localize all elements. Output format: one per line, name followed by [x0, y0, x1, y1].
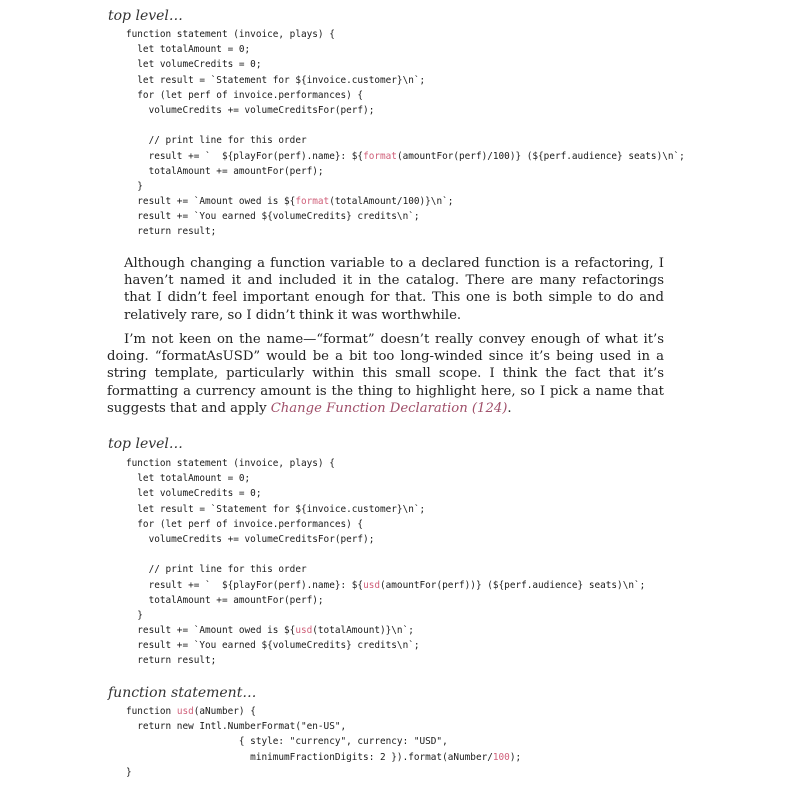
code-token: let volumeCredits = 0; — [126, 59, 262, 71]
code-line — [126, 118, 685, 133]
code-line — [126, 194, 685, 209]
code-token: result += `You earned ${volumeCredits} credits\n`; — [126, 640, 420, 652]
code-block — [126, 27, 685, 240]
code-token: let totalAmount = 0; — [126, 473, 251, 485]
code-context-label: top level… — [108, 8, 183, 24]
code-token: return new Intl.NumberFormat("en-US", — [126, 721, 347, 733]
code-token: (totalAmount/100)}\n`; — [329, 196, 454, 208]
code-line — [126, 734, 521, 749]
code-line — [126, 133, 685, 148]
code-line — [126, 765, 521, 780]
code-token: (totalAmount)}\n`; — [312, 625, 414, 637]
code-line — [126, 471, 645, 486]
code-line — [126, 704, 521, 719]
code-line — [126, 456, 645, 471]
code-line — [126, 578, 645, 593]
code-line — [126, 42, 685, 57]
highlighted-code-token: usd — [176, 706, 194, 717]
code-line — [126, 750, 521, 765]
body-paragraph — [107, 331, 664, 417]
highlighted-code-token: format — [363, 150, 397, 162]
code-token: ); — [509, 751, 522, 763]
code-block — [126, 456, 645, 669]
code-line — [126, 88, 685, 103]
code-line — [126, 179, 685, 194]
code-line — [126, 149, 685, 164]
cross-reference-link[interactable]: Change Function Declaration (124) — [270, 400, 508, 416]
code-token: function — [126, 706, 177, 717]
code-context-label: function statement… — [108, 685, 257, 701]
code-token: function statement (invoice, plays) { — [126, 458, 335, 469]
code-token: (aNumber) { — [193, 706, 256, 717]
code-token: // print line for this order — [126, 564, 307, 576]
code-line — [126, 224, 685, 239]
paragraph-text: I’m not keen on the name—“format” doesn’t really convey enough of what it’s doing. “formatAsUSD” would be a bit too long-winded since it’s being used in a string template, particularly within this small scope. I think the fact that it’s formatting a currency amount is the thing to highlight here, so I pick a name that suggests that and apply — [107, 332, 664, 416]
highlighted-code-token: format — [295, 196, 330, 208]
highlighted-code-token: usd — [295, 625, 313, 637]
code-line — [126, 209, 685, 224]
code-block — [126, 704, 521, 780]
code-token: let volumeCredits = 0; — [126, 488, 262, 500]
highlighted-code-token: 100 — [492, 751, 510, 763]
code-line — [126, 719, 521, 734]
code-token: volumeCredits += volumeCreditsFor(perf); — [126, 533, 375, 545]
code-line — [126, 593, 645, 608]
code-line — [126, 562, 645, 577]
code-token: let result = `Statement for ${invoice.customer}\n`; — [126, 503, 426, 515]
code-line — [126, 502, 645, 517]
code-line — [126, 517, 645, 532]
code-line — [126, 547, 645, 562]
code-token: totalAmount += amountFor(perf); — [126, 594, 324, 606]
code-token: // print line for this order — [126, 135, 307, 147]
code-token: for (let perf of invoice.performances) { — [126, 89, 364, 101]
code-token: } — [126, 766, 132, 778]
code-line — [126, 486, 645, 501]
paragraph-text: Although changing a function variable to a declared function is a refactoring, I haven’t named it and included it in the catalog. There are many refactorings that I didn’t feel important enough for that. This one is both simple to do and relatively rare, so I didn’t think it was worthwhile. — [124, 256, 664, 323]
code-line — [126, 653, 645, 668]
code-token: minimumFractionDigits: 2 }).format(aNumber/ — [126, 751, 493, 763]
code-token: let totalAmount = 0; — [126, 44, 251, 56]
code-line — [126, 73, 685, 88]
paragraph-end: . — [507, 400, 512, 416]
code-token: (amountFor(perf)/100)} (${perf.audience} seats)\n`; — [396, 150, 685, 162]
code-line — [126, 608, 645, 623]
code-token: (amountFor(perf))} (${perf.audience} seats)\n`; — [380, 579, 646, 591]
code-line — [126, 103, 685, 118]
code-token: } — [126, 180, 143, 192]
code-line — [126, 532, 645, 547]
code-line — [126, 623, 645, 638]
code-token: function statement (invoice, plays) { — [126, 29, 335, 40]
code-token: return result; — [126, 655, 217, 667]
code-token: result += `Amount owed is ${ — [126, 196, 296, 208]
code-line — [126, 638, 645, 653]
code-token: return result; — [126, 226, 217, 238]
code-line — [126, 27, 685, 42]
highlighted-code-token: usd — [363, 579, 380, 591]
code-token: } — [126, 609, 143, 621]
code-token: let result = `Statement for ${invoice.customer}\n`; — [126, 74, 426, 86]
code-token: result += `You earned ${volumeCredits} credits\n`; — [126, 211, 420, 223]
code-token: result += `Amount owed is ${ — [126, 625, 296, 637]
code-token: volumeCredits += volumeCreditsFor(perf); — [126, 104, 375, 116]
code-token: result += ` ${playFor(perf).name}: ${ — [126, 579, 364, 591]
code-token: totalAmount += amountFor(perf); — [126, 165, 324, 177]
code-token: for (let perf of invoice.performances) { — [126, 518, 364, 530]
code-token: result += ` ${playFor(perf).name}: ${ — [126, 150, 364, 162]
code-line — [126, 164, 685, 179]
code-line — [126, 57, 685, 72]
code-context-label: top level… — [108, 436, 183, 452]
code-token: { style: "currency", currency: "USD", — [126, 736, 448, 748]
body-paragraph — [124, 255, 664, 324]
